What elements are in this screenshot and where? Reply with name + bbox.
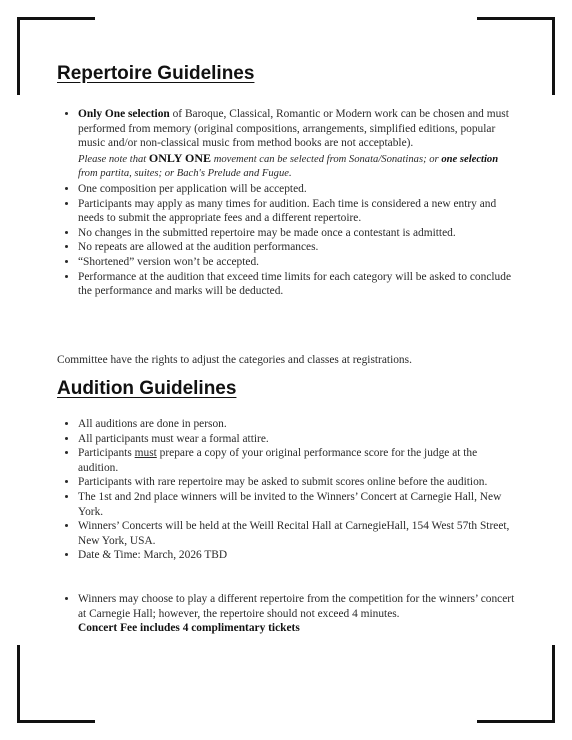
frame-corner-bottom-right-v	[552, 645, 555, 723]
list-item-text: of Baroque, Classical, Romantic or Modern work can be chosen and must performed from memory (original compositions, arrangements, simplified editions, popular music and/or non-classical music from method books are not acceptable).	[78, 108, 509, 150]
list-item	[78, 446, 516, 475]
note-emphasis: one selection	[441, 153, 499, 165]
frame-corner-bottom-right-h	[477, 720, 555, 723]
repertoire-list	[61, 107, 516, 299]
note-text: Please note that	[78, 153, 149, 165]
note-text: movement can be selected from Sonata/Sonatinas; or	[211, 153, 442, 165]
list-item: • Winners may choose to play a different repertoire from the competition for the winners’ concert at Carnegie Hall; however, the repertoire should not exceed 4 minutes.	[78, 592, 516, 621]
list-item: • The 1st and 2nd place winners will be invited to the Winners’ Concert at Carnegie Hall, New York.	[78, 490, 516, 519]
frame-corner-top-right-v	[552, 17, 555, 95]
frame-corner-bottom-left-h	[17, 720, 95, 723]
list-item: • No repeats are allowed at the audition performances.	[78, 240, 516, 255]
list-item: • All participants must wear a formal attire.	[78, 432, 516, 447]
list-item-text: Participants	[78, 447, 135, 460]
audition-heading: Audition Guidelines	[57, 378, 237, 399]
list-item: • Winners’ Concerts will be held at the Weill Recital Hall at CarnegieHall, 154 West 57th Street, New York, USA.	[78, 519, 516, 548]
list-item: • Performance at the audition that exceed time limits for each category will be asked to conclude the performance and marks will be deducted.	[78, 270, 516, 299]
fee-note-wrapper	[61, 621, 516, 636]
list-item	[78, 107, 516, 182]
list-item: • Date & Time: March, 2026 TBD	[78, 548, 516, 563]
winners-list	[61, 592, 516, 621]
movement-note	[78, 151, 516, 182]
concert-fee-note: Concert Fee includes 4 complimentary tickets	[78, 622, 300, 635]
list-item: • Participants may apply as many times for audition. Each time is considered a new entry and needs to submit the appropriate fees and a different repertoire.	[78, 197, 516, 226]
list-item-text: prepare a copy of your original performance score for the judge at the audition.	[78, 447, 478, 474]
repertoire-list-section	[61, 107, 516, 299]
repertoire-heading: Repertoire Guidelines	[57, 63, 255, 84]
committee-note: Committee have the rights to adjust the categories and classes at registrations.	[57, 354, 412, 366]
only-one-selection-label: Only One selection	[78, 108, 170, 120]
audition-list	[61, 417, 516, 563]
list-item: • Participants with rare repertoire may be asked to submit scores online before the audition.	[78, 475, 516, 490]
note-text: from partita, suites; or Bach's Prelude and Fugue.	[78, 168, 292, 180]
winners-concert-section	[61, 592, 516, 636]
audition-list-section	[61, 417, 516, 563]
list-item: • One composition per application will be accepted.	[78, 182, 516, 197]
list-item: • “Shortened” version won’t be accepted.	[78, 255, 516, 270]
list-item: • No changes in the submitted repertoire may be made once a contestant is admitted.	[78, 226, 516, 241]
frame-corner-bottom-left-v	[17, 645, 20, 723]
frame-corner-top-right-h	[477, 17, 555, 20]
must-emphasis: must	[134, 447, 157, 460]
list-item: • All auditions are done in person.	[78, 417, 516, 432]
note-emphasis: ONLY ONE	[148, 150, 212, 165]
frame-corner-top-left-h	[17, 17, 95, 20]
frame-corner-top-left-v	[17, 17, 20, 95]
